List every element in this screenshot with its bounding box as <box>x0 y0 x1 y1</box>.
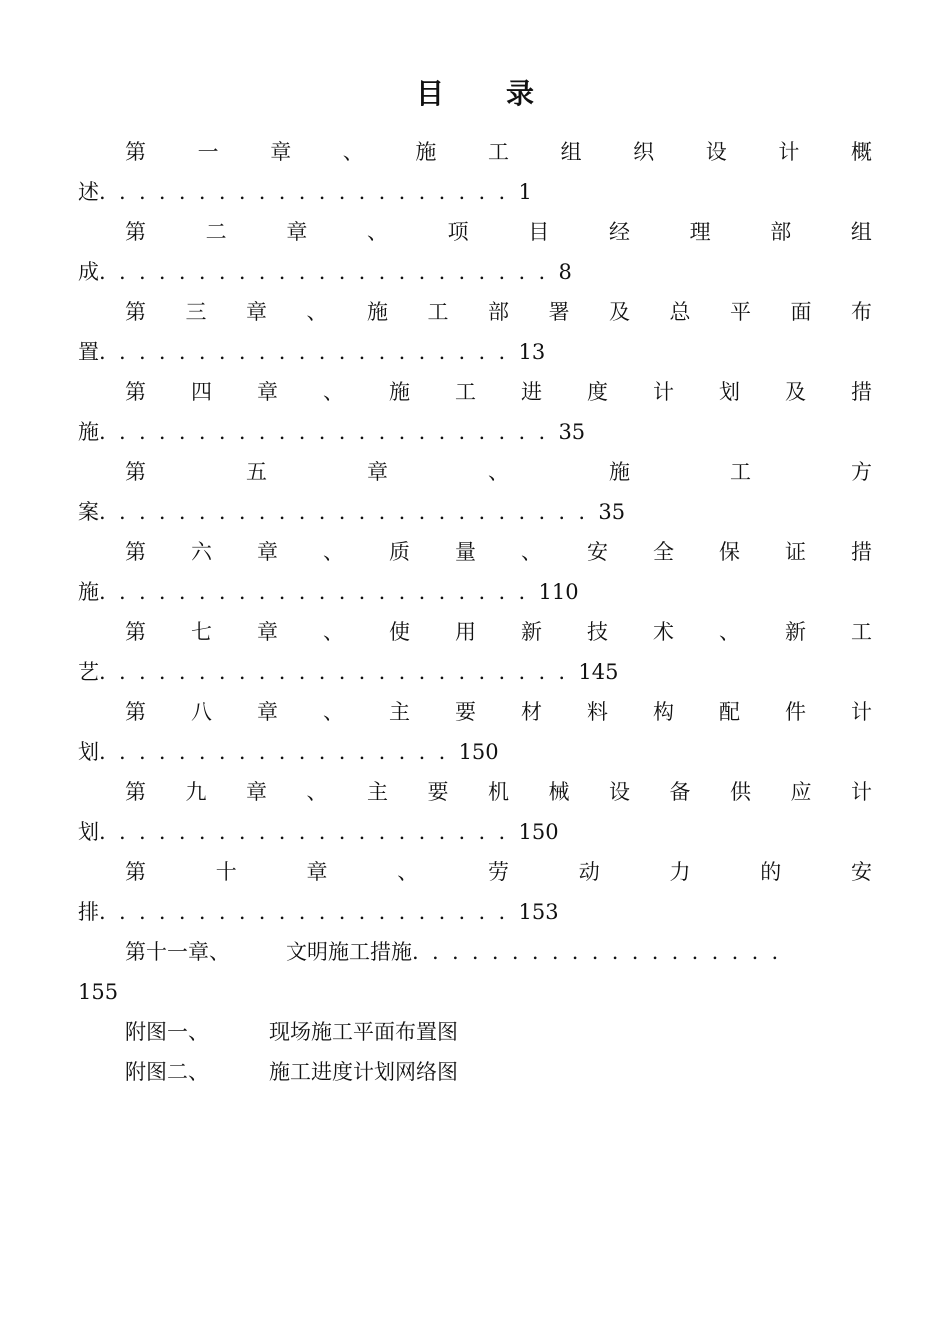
chapter-heading-char: 二 <box>205 220 227 244</box>
chapter-heading-char: 新 <box>521 620 542 644</box>
chapter-heading-char: 计 <box>778 140 800 164</box>
chapter-heading-char: 术 <box>653 620 674 644</box>
chapter-heading-char: 一 <box>197 140 219 164</box>
chapter-heading-tail: 艺 <box>78 660 99 684</box>
chapter-heading-char: 概 <box>850 140 872 164</box>
chapter-heading-char: 总 <box>669 300 691 324</box>
page-number: 155 <box>78 980 119 1004</box>
toc-entry-chapter-7-continuation <box>78 652 872 692</box>
chapter-heading-char: 要 <box>427 780 449 804</box>
appendix-item-2[interactable] <box>78 1052 872 1092</box>
toc-entry-chapter-1-continuation <box>78 172 872 212</box>
chapter-heading-char: 第 <box>125 540 146 564</box>
chapter-heading-char: 计 <box>653 380 674 404</box>
chapter-heading-char: 的 <box>760 860 782 884</box>
leader-dots: ..................... <box>99 820 519 844</box>
chapter-heading-char: 八 <box>191 700 212 724</box>
chapter-heading-char: 组 <box>560 140 582 164</box>
chapter-heading-char: 第 <box>125 140 146 164</box>
toc-entry-chapter-11[interactable] <box>78 932 872 972</box>
toc-entry-chapter-10[interactable] <box>78 852 872 892</box>
chapter-heading-char: 、 <box>719 620 740 644</box>
chapter-heading-char: 工 <box>851 620 872 644</box>
toc-entry-chapter-7[interactable] <box>78 612 872 652</box>
chapter-heading-char: 面 <box>790 300 812 324</box>
chapter-heading-char: 量 <box>455 540 476 564</box>
toc-entry-chapter-6-continuation <box>78 572 872 612</box>
chapter-heading-char: 度 <box>587 380 608 404</box>
chapter-heading-char: 应 <box>790 780 812 804</box>
chapter-heading-char: 安 <box>851 860 872 884</box>
chapter-heading-char: 目 <box>528 220 550 244</box>
chapter-heading-char: 章 <box>270 140 292 164</box>
chapter-heading-char: 第 <box>125 700 146 724</box>
chapter-heading-char: 证 <box>785 540 806 564</box>
leader-dots: .................. <box>99 740 459 764</box>
chapter-heading-char: 工 <box>455 380 476 404</box>
chapter-heading-char: 三 <box>185 300 207 324</box>
chapter-heading-char: 第 <box>125 620 146 644</box>
chapter-heading-tail: 案 <box>78 500 99 524</box>
chapter-heading-char: 章 <box>246 300 267 324</box>
leader-dots: ..................... <box>99 900 519 924</box>
chapter-heading-char: 第 <box>125 300 146 324</box>
chapter-heading-char: 四 <box>191 380 212 404</box>
appendix-label: 附图一、 <box>125 1020 209 1044</box>
leader-dots: ..................... <box>99 340 519 364</box>
toc-entry-chapter-2-continuation <box>78 252 872 292</box>
leader-dots: ........................ <box>99 660 579 684</box>
chapter-heading-char: 、 <box>323 620 344 644</box>
chapter-heading-char: 五 <box>246 460 267 484</box>
leader-dots: ..................... <box>99 180 519 204</box>
chapter-heading-char: 、 <box>366 220 388 244</box>
toc-entry-chapter-4[interactable] <box>78 372 872 412</box>
chapter-heading-char: 九 <box>185 780 207 804</box>
appendix-title: 现场施工平面布置图 <box>269 1020 458 1044</box>
chapter-heading-char: 质 <box>389 540 410 564</box>
chapter-heading-char: 技 <box>587 620 608 644</box>
chapter-heading-char: 织 <box>633 140 655 164</box>
chapter-heading-char: 主 <box>389 700 410 724</box>
chapter-label: 第十一章、 <box>125 940 230 964</box>
chapter-heading-char: 设 <box>609 780 630 804</box>
chapter-heading-char: 布 <box>851 300 872 324</box>
chapter-heading-char: 全 <box>653 540 674 564</box>
chapter-heading-char: 方 <box>851 460 872 484</box>
toc-entry-chapter-3[interactable] <box>78 292 872 332</box>
toc-entry-chapter-11-page <box>78 972 872 1012</box>
chapter-heading-char: 章 <box>286 220 308 244</box>
chapter-heading-char: 械 <box>548 780 570 804</box>
toc-entry-chapter-8[interactable] <box>78 692 872 732</box>
chapter-heading-char: 经 <box>608 220 630 244</box>
chapter-heading-char: 计 <box>851 780 872 804</box>
chapter-heading-char: 、 <box>397 860 419 884</box>
chapter-heading-char: 及 <box>785 380 806 404</box>
chapter-heading-char: 用 <box>455 620 476 644</box>
chapter-heading-char: 主 <box>367 780 388 804</box>
toc-entry-chapter-6[interactable] <box>78 532 872 572</box>
chapter-heading-char: 划 <box>719 380 740 404</box>
chapter-heading-char: 署 <box>548 300 570 324</box>
chapter-heading-char: 部 <box>770 220 792 244</box>
chapter-heading-char: 施 <box>367 300 388 324</box>
chapter-heading-tail: 划 <box>78 740 99 764</box>
chapter-heading-char: 力 <box>669 860 691 884</box>
toc-entry-chapter-10-continuation <box>78 892 872 932</box>
chapter-heading-char: 章 <box>367 460 388 484</box>
page-number: 150 <box>458 740 499 764</box>
chapter-heading-char: 工 <box>730 460 751 484</box>
toc-entry-chapter-5-continuation <box>78 492 872 532</box>
chapter-heading-char: 施 <box>415 140 437 164</box>
chapter-heading-char: 第 <box>125 380 146 404</box>
page-number: 150 <box>518 820 559 844</box>
chapter-heading-tail: 施 <box>78 420 99 444</box>
chapter-heading-char: 备 <box>669 780 691 804</box>
table-of-contents <box>78 132 872 1092</box>
toc-entry-chapter-8-continuation <box>78 732 872 772</box>
toc-entry-chapter-1[interactable] <box>78 132 872 172</box>
chapter-heading-char: 、 <box>306 300 328 324</box>
chapter-heading-char: 、 <box>488 460 509 484</box>
chapter-heading-char: 、 <box>323 540 344 564</box>
chapter-heading-tail: 成 <box>78 260 99 284</box>
chapter-heading-tail: 述 <box>78 180 99 204</box>
page-number: 153 <box>518 900 559 924</box>
appendix-item-1[interactable] <box>78 1012 872 1052</box>
chapter-heading-char: 章 <box>257 620 278 644</box>
page-number: 8 <box>558 260 572 284</box>
chapter-heading-char: 工 <box>427 300 449 324</box>
chapter-heading-char: 章 <box>257 540 278 564</box>
chapter-heading-char: 机 <box>488 780 509 804</box>
leader-dots: ......................... <box>99 500 599 524</box>
chapter-heading-char: 施 <box>389 380 410 404</box>
chapter-heading-char: 、 <box>323 700 344 724</box>
leader-dots: ...................... <box>99 580 539 604</box>
chapter-heading-char: 第 <box>125 780 146 804</box>
appendix-title: 施工进度计划网络图 <box>269 1060 458 1084</box>
chapter-heading-char: 措 <box>851 380 872 404</box>
chapter-heading-char: 措 <box>851 540 872 564</box>
leader-dots: ....................... <box>99 420 559 444</box>
chapter-heading-char: 、 <box>342 140 364 164</box>
chapter-heading-char: 十 <box>215 860 237 884</box>
toc-entry-chapter-3-continuation <box>78 332 872 372</box>
chapter-heading-tail: 置 <box>78 340 99 364</box>
chapter-heading-char: 章 <box>246 780 267 804</box>
chapter-heading-char: 计 <box>851 700 872 724</box>
chapter-heading-char: 及 <box>609 300 630 324</box>
chapter-heading-char: 使 <box>389 620 410 644</box>
chapter-heading-char: 部 <box>488 300 509 324</box>
page-number: 1 <box>518 180 532 204</box>
toc-entry-chapter-9[interactable] <box>78 772 872 812</box>
page-number: 35 <box>558 420 586 444</box>
chapter-heading-char: 件 <box>785 700 806 724</box>
chapter-heading-char: 劳 <box>488 860 509 884</box>
chapter-heading-char: 构 <box>653 700 674 724</box>
chapter-heading-char: 保 <box>719 540 740 564</box>
chapter-heading-tail: 排 <box>78 900 99 924</box>
page-title: 目录 <box>415 77 596 110</box>
page-number: 13 <box>518 340 546 364</box>
toc-entry-chapter-5[interactable] <box>78 452 872 492</box>
chapter-heading-char: 进 <box>521 380 542 404</box>
chapter-heading-char: 配 <box>719 700 740 724</box>
chapter-heading-char: 章 <box>306 860 328 884</box>
chapter-heading-char: 动 <box>578 860 600 884</box>
chapter-heading-char: 项 <box>447 220 469 244</box>
chapter-heading-char: 六 <box>191 540 212 564</box>
chapter-heading-char: 章 <box>257 700 278 724</box>
chapter-heading-char: 第 <box>125 860 146 884</box>
chapter-title: 文明施工措施 <box>286 940 412 964</box>
chapter-heading-char: 七 <box>191 620 212 644</box>
chapter-heading-char: 第 <box>125 460 146 484</box>
chapter-heading-tail: 划 <box>78 820 99 844</box>
chapter-heading-char: 第 <box>125 220 146 244</box>
page-number: 145 <box>578 660 619 684</box>
chapter-heading-char: 章 <box>257 380 278 404</box>
chapter-heading-char: 工 <box>487 140 509 164</box>
chapter-heading-char: 理 <box>689 220 711 244</box>
chapter-heading-char: 、 <box>323 380 344 404</box>
chapter-heading-char: 料 <box>587 700 608 724</box>
chapter-heading-tail: 施 <box>78 580 99 604</box>
chapter-heading-char: 设 <box>705 140 727 164</box>
toc-entry-chapter-4-continuation <box>78 412 872 452</box>
chapter-heading-char: 安 <box>587 540 608 564</box>
chapter-heading-char: 、 <box>521 540 542 564</box>
leader-dots: ....................... <box>99 260 559 284</box>
appendix-label: 附图二、 <box>125 1060 209 1084</box>
toc-entry-chapter-9-continuation <box>78 812 872 852</box>
chapter-heading-char: 供 <box>730 780 751 804</box>
chapter-heading-char: 平 <box>730 300 751 324</box>
chapter-heading-char: 新 <box>785 620 806 644</box>
chapter-heading-char: 组 <box>850 220 872 244</box>
chapter-heading-char: 要 <box>455 700 476 724</box>
chapter-heading-char: 、 <box>306 780 328 804</box>
page-number: 110 <box>538 580 579 604</box>
leader-dots: ................... <box>412 940 792 964</box>
toc-entry-chapter-2[interactable] <box>78 212 872 252</box>
chapter-heading-char: 施 <box>609 460 630 484</box>
chapter-heading-char: 材 <box>521 700 542 724</box>
page-number: 35 <box>598 500 626 524</box>
